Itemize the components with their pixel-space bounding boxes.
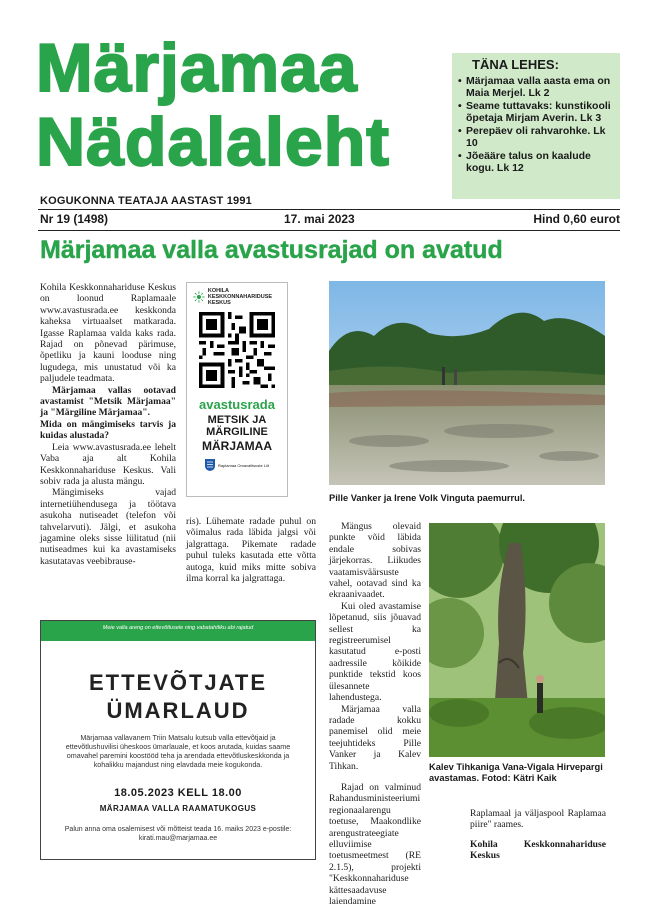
ad-registration-text: Palun anna oma osalemisest või mõtteist teada 16. maiks 2023 e-postile: kirati.mau@marjamaa.ee [64, 826, 292, 842]
issue-info-row [40, 212, 620, 228]
issue-price: Hind 0,60 eurot [533, 212, 620, 226]
masthead-title-line2: Nädalaleht [36, 104, 390, 180]
ad-top-text: Meie valla areng on ettevõtlusele ning vabatahtliku abi rajatud [102, 625, 254, 631]
toc-item[interactable]: • Jõeääre talus on kaalude kogu. Lk 12 [458, 150, 591, 174]
footer-text: Raplamaa Omavalitsuste Liit [218, 462, 269, 468]
article-headline: Märjamaa valla avastusrajad on avatud [40, 236, 503, 264]
issue-number: Nr 19 (1498) [40, 212, 109, 226]
paragraph: Mängus olevaid punkte võid läbida endale sobivas järjekorras. Liikudes vaatamisväärsuste vahel, ootavad sind ka ekraanivaadet. [329, 521, 421, 601]
advertisement-round-table[interactable] [40, 620, 316, 860]
masthead [36, 30, 456, 180]
bullet-icon: • [458, 100, 462, 112]
toc-item[interactable]: • Perepäev oli rahvarohke. Lk 10 [458, 125, 606, 149]
qr-footer [187, 459, 287, 471]
paragraph: Kui oled avastamise lõpetanud, siis jõuavad sellest ka registreerumisel kasutatud e-posti aadressile kõikide punktide tekstid koos ülesannete lahendustega. [329, 600, 421, 704]
paragraph: Mängimiseks vajad internetiühendusega ja töötava asukoha nutiseadet (telefon või tahvelarvuti). Jälgi, et asukoha jagamine oleks sisse lülitatud (nii nutiseadmes kui ka avastamiseks kasutatavas veebibrause- [40, 487, 176, 567]
toc-title: TÄNA LEHES: [472, 57, 559, 72]
ad-date-time: 18.05.2023 KELL 18.00 [114, 787, 242, 799]
paragraph: Leia www.avastusrada.ee lehelt Vaba aja alt Kohila Keskkonnahariduse Keskus. Vali sobiv rada ja alusta mängu. [40, 441, 176, 487]
ad-top-banner [41, 621, 315, 641]
paragraph: Kohila Keskkonnahariduse Keskus on loonud Raplamaale www.avastusrada.ee keskkonda kaheksa virtuaalset matkarada. Igasse Raplamaa valda kaks rada. Rajad on põnevad pärimuse, õpetliku ja kauni looduse ning lugudega, mis unustatud või ka paljudele teadmata. [40, 282, 176, 385]
qr-code-icon[interactable] [199, 312, 275, 388]
article-column-1 [40, 282, 176, 567]
bullet-icon: • [458, 150, 462, 162]
photo-limestone-alvar [329, 281, 605, 485]
avastusrada-label: avastusrada [199, 397, 275, 412]
paragraph: Raplamaal ja väljaspool Raplamaa piire" raames. [470, 808, 606, 831]
masthead-title-line1: Märjamaa [36, 30, 358, 106]
toc-item[interactable]: • Seame tuttavaks: kunstikooli õpetaja Mirjam Averin. Lk 3 [458, 100, 611, 124]
photo-caption-2: Kalev Tihkaniga Vana-Vigala Hirvepargi avastamas. Fotod: Kätri Kaik [429, 762, 603, 783]
article-column-2 [186, 516, 316, 584]
article-signature: Kohila Keskkonnahariduse Keskus [470, 838, 606, 862]
paragraph: Märjamaa vallas ootavad avastamist "Metsik Märjamaa" ja "Märgiline Märjamaa". [40, 384, 176, 419]
photo-caption-1: Pille Vanker ja Irene Volk Vinguta paemurrul. [329, 493, 525, 503]
article-column-3 [329, 521, 421, 907]
paragraph: Rajad on valminud Rahandusministeeriumi regionaalarengu toetuse, Maakondlike arengustrateegiate elluviimise toetusmeetmest (RE 2.1.5), projekti "Keskkonnahariduse kättesaadavuse laiendamine [329, 781, 421, 907]
issue-date: 17. mai 2023 [284, 212, 355, 226]
sun-icon [193, 288, 205, 306]
article-column-4 [470, 808, 606, 862]
ad-title: ETTEVÕTJATE ÜMARLAUD [88, 670, 268, 723]
subheading: Mida on mängimiseks tarvis ja kuidas alustada? [40, 418, 176, 442]
divider [38, 209, 620, 210]
bullet-icon: • [458, 75, 462, 87]
coat-of-arms-icon [205, 459, 215, 471]
ad-location: MÄRJAMAA VALLA RAAMATUKOGUS [99, 804, 257, 813]
paragraph: ris). Lühemate radade puhul on võimalus rada läbida jalgsi või jalgrattaga. Pikemate radade puhul tuleks kasutada ette võtta autoga, kuid miks mitte sobiva ilma korral ka jalgrattaga. [186, 516, 316, 585]
bullet-icon: • [458, 125, 462, 137]
ad-body-text: Märjamaa vallavanem Triin Matsalu kutsub valla ettevõtjaid ja ettevõtlushuvilisi üheskoos ümarlauale, et koos arutada, kuidas saame omavahel paremini koostööd teha ja arendada ettevõtluskeskkonda ja kohalikku majandust ning elavdada meie kogukonda. [65, 733, 291, 769]
logo-text: KOHILA KESKKONNAHARIDUSE KESKUS [207, 288, 273, 306]
qr-card [186, 282, 288, 497]
table-of-contents [452, 53, 620, 199]
paragraph: Märjamaa valla radade kokku panemisel olid meie teejuhtideks Pille Vanker ja Kalev Tihkan. [329, 703, 421, 772]
kohila-logo [187, 283, 287, 308]
trail-title: METSIK JA MÄRGILINE [206, 414, 268, 438]
masthead-tagline: KOGUKONNA TEATAJA AASTAST 1991 [40, 195, 252, 207]
photo-oak-tree-park [429, 523, 605, 757]
toc-item[interactable]: • Märjamaa valla aasta ema on Maia Merjel. Lk 2 [458, 75, 611, 99]
trail-title-2: MÄRJAMAA [202, 439, 272, 453]
divider [38, 230, 620, 231]
